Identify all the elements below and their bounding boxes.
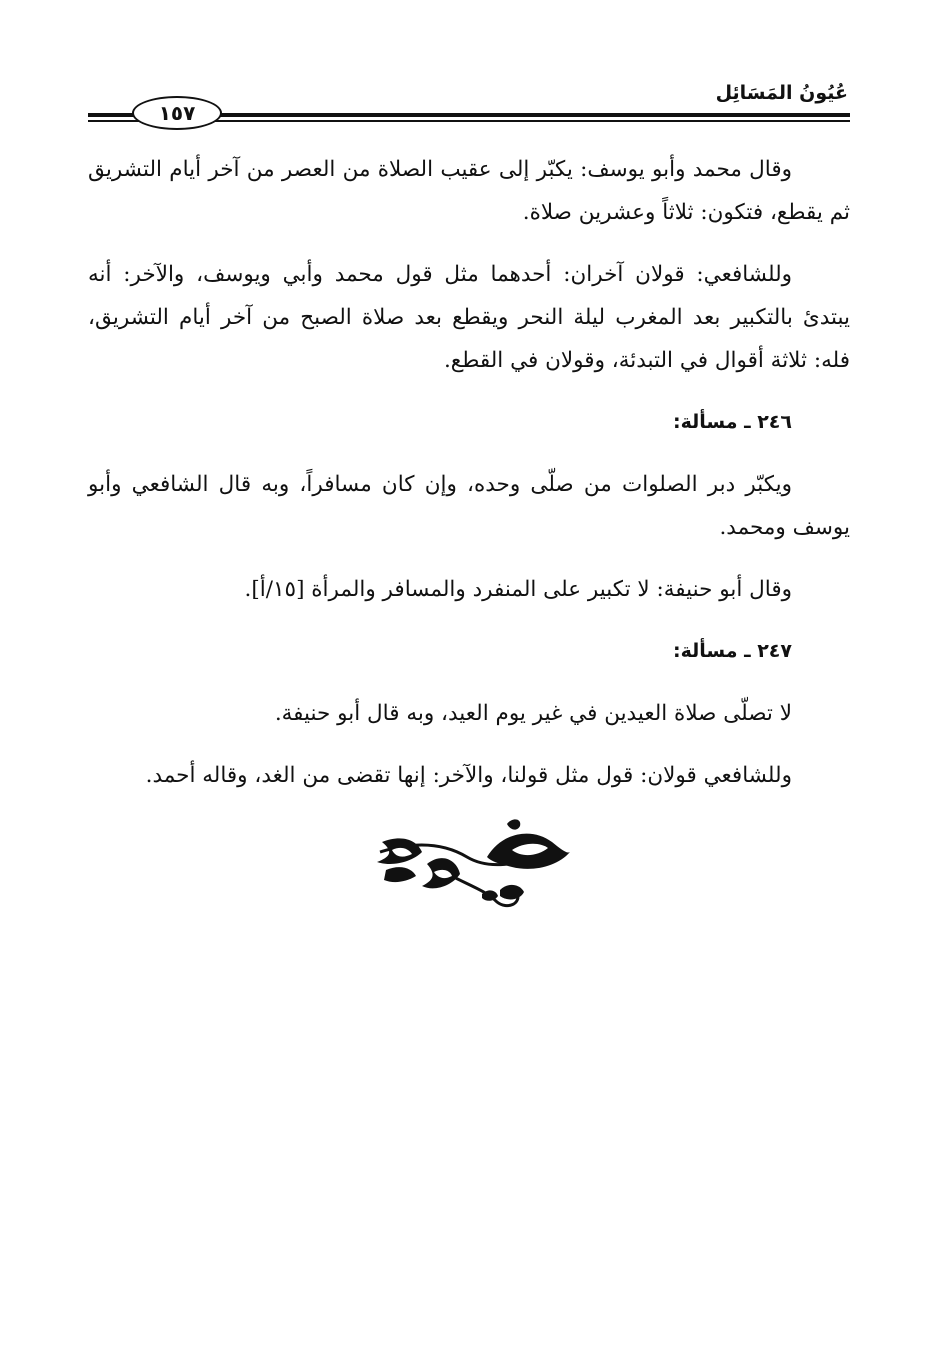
paragraph: وقال أبو حنيفة: لا تكبير على المنفرد والمسافر والمرأة [١٥/أ]. [244,577,792,602]
paragraph: لا تصلّى صلاة العيدين في غير يوم العيد، وبه قال أبو حنيفة. [274,701,792,726]
page-header [88,70,850,130]
paragraph: ويكبّر دبر الصلوات من صلّى وحده، وإن كان مسافراً، وبه قال الشافعي وأبو يوسف ومحمد. [88,472,850,540]
issue-heading: ٢٤٧ ـ مسألة: [672,640,792,662]
paragraph: وللشافعي: قولان آخران: أحدهما مثل قول محمد وأبي ويوسف، والآخر: أنه يبتدئ بالتكبير بعد المغرب ليلة النحر ويقطع بعد صلاة الصبح من آخر أيام التشريق، فله: ثلاثة أقوال في التبدئة، وقولان في القطع. [88,262,850,373]
book-title: عُيُونُ المَسَائِل [715,82,848,104]
page-number: ١٥٧ [132,96,222,130]
issue-heading: ٢٤٦ ـ مسألة: [672,411,792,433]
paragraph: وللشافعي قولان: قول مثل قولنا، والآخر: إنها تقضى من الغد، وقاله أحمد. [145,763,792,788]
floral-ornament-icon [372,812,572,912]
page-body [88,148,850,816]
paragraph: وقال محمد وأبو يوسف: يكبّر إلى عقيب الصلاة من العصر من آخر أيام التشريق ثم يقطع، فتكون: ثلاثاً وعشرين صلاة. [88,157,850,225]
